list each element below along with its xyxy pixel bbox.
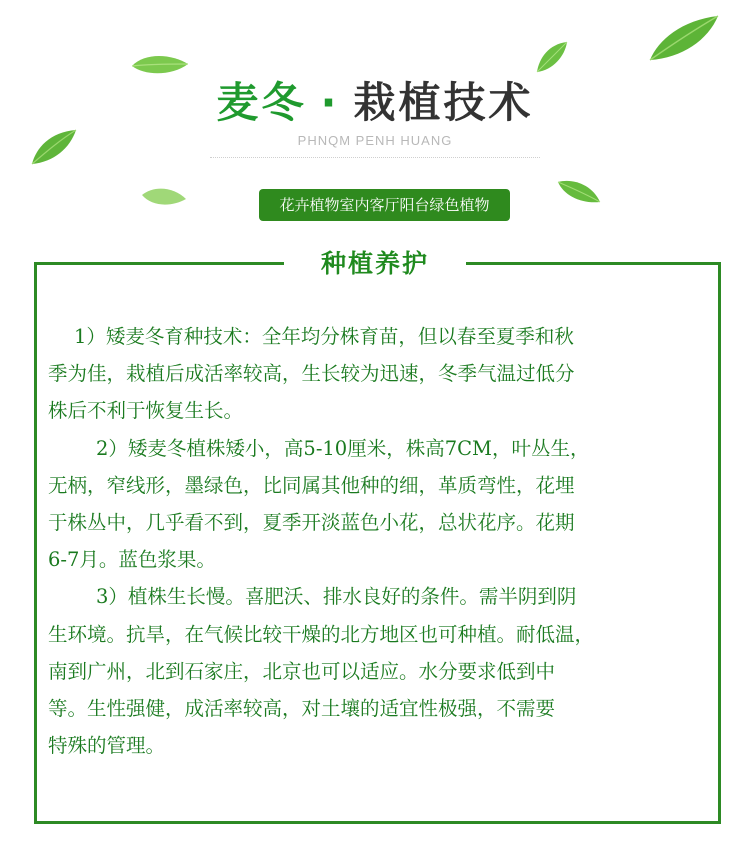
category-badge: 花卉植物室内客厅阳台绿色植物 bbox=[259, 189, 510, 221]
page-title bbox=[0, 70, 750, 130]
text-line: 等。生性强健，成活率较高，对土壤的适宜性极强，不需要 bbox=[48, 697, 556, 721]
care-text bbox=[48, 318, 708, 764]
text-line: 于株丛中，几乎看不到，夏季开淡蓝色小花，总状花序。花期 bbox=[48, 511, 575, 535]
text-line: 季为佳，栽植后成活率较高，生长较为迅速，冬季气温过低分 bbox=[48, 362, 575, 386]
english-subtitle: PHNQM PENH HUANG bbox=[297, 133, 453, 148]
title-part1: 麦冬 bbox=[216, 78, 307, 127]
section-heading: 种植养护 bbox=[284, 244, 466, 284]
leaf-icon bbox=[140, 185, 188, 209]
text-line: 1）矮麦冬育种技术：全年均分株育苗，但以春至夏季和秋 bbox=[74, 325, 574, 348]
title-part2: 栽植技术 bbox=[353, 78, 534, 127]
text-line: 无柄，窄线形，墨绿色，比同属其他种的细，革质弯性，花埋 bbox=[48, 473, 575, 497]
leaf-icon bbox=[535, 40, 569, 74]
text-line: 3）植株生长慢。喜肥沃、排水良好的条件。需半阴到阴 bbox=[96, 585, 577, 609]
title-dot: · bbox=[320, 78, 340, 127]
text-line: 生环境。抗旱，在气候比较干燥的北方地区也可种植。耐低温， bbox=[48, 622, 595, 646]
text-line: 南到广州，北到石家庄，北京也可以适应。水分要求低到中 bbox=[48, 659, 556, 683]
leaf-icon bbox=[648, 14, 720, 64]
text-line: 6-7月。蓝色浆果。 bbox=[48, 548, 216, 572]
text-line: 株后不利于恢复生长。 bbox=[48, 399, 244, 423]
leaf-icon bbox=[556, 178, 602, 206]
text-line: 2）矮麦冬植株矮小，高5-10厘米，株高7CM，叶丛生， bbox=[96, 436, 590, 460]
divider bbox=[210, 157, 540, 159]
text-line: 特殊的管理。 bbox=[48, 734, 166, 758]
